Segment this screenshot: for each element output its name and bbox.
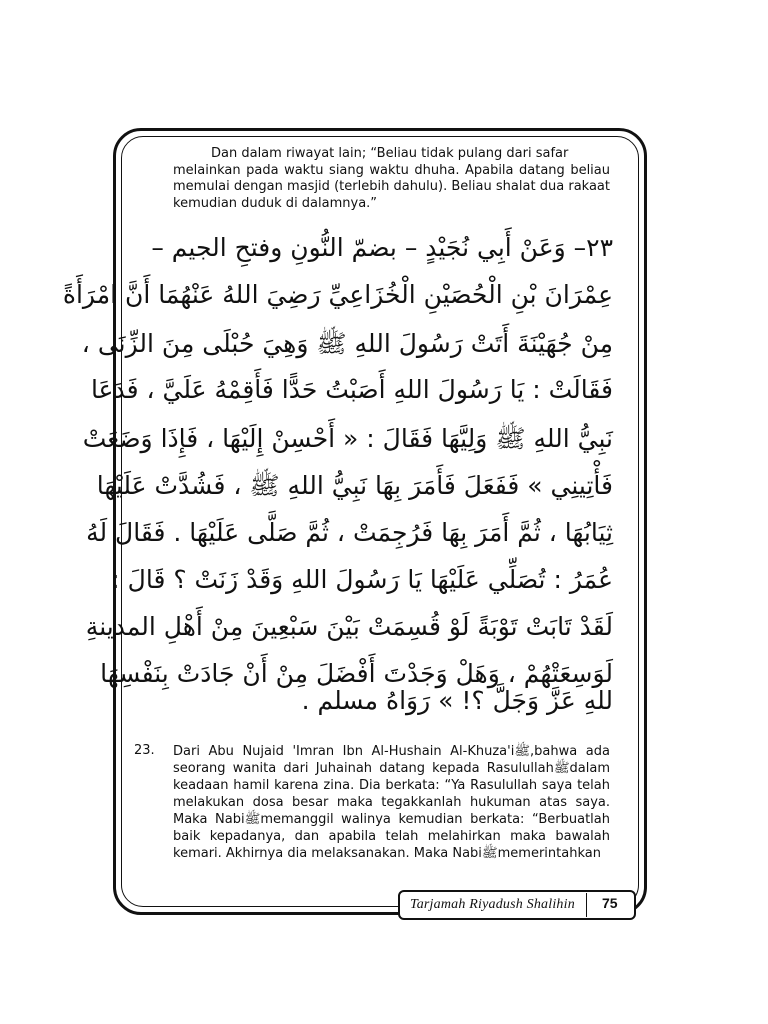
arabic-line: عِمْرَانَ بْنِ الْحُصَيْنِ الْخُزَاعِيِّ رَضِيَ اللهُ عَنْهُمَا أَنَّ امْرَأَةً — [62, 280, 613, 309]
arabic-line-last: للهِ عَزَّ وَجَلَّ ؟! » رَوَاهُ مسلم . — [301, 686, 613, 715]
intro-rest: melainkan pada waktu siang waktu dhuha. Apabila datang beliau memulai dengan masjid (terlebih dahulu). Beliau shalat dua rakaat kemudian duduk di dalamnya.” — [173, 162, 610, 211]
arabic-line: ثِيَابُهَا ، ثُمَّ أَمَرَ بِهَا فَرُجِمَتْ ، ثُمَّ صَلَّى عَلَيْهَا . فَقَالَ لَهُ — [86, 518, 613, 547]
arabic-line: لَوَسِعَتْهُمْ ، وَهَلْ وَجَدْتَ أَفْضَلَ مِنْ أَنْ جَادَتْ بِنَفْسِهَا — [100, 659, 613, 688]
intro-paragraph — [173, 146, 610, 212]
translation-paragraph: Dari Abu Nujaid 'Imran Ibn Al-Hushain Al-Khuza'iﷺ,bahwa ada seorang wanita dari Juhainah datang kepada Rasulullahﷺdalam keadaan hamil karena zina. Dia berkata: “Ya Rasulullah saya telah melakukan dosa besar maka tegakkanlah hukuman atas saya. Maka Nabiﷺmemanggil walinya kemudian berkata: “Berbuatlah baik kepadanya, dan apabila telah melahirkan maka bawalah kemari. Akhirnya dia melaksanakan. Maka Nabiﷺmemerintahkan — [173, 744, 610, 861]
arabic-line: فَأْتِينِي » فَفَعَلَ فَأَمَرَ بِهَا نَبِيُّ اللهِ ﷺ ، فَشُدَّتْ عَلَيْهَا — [96, 471, 613, 500]
footer-divider — [586, 893, 587, 917]
arabic-line: ٢٣– وَعَنْ أَبِي نُجَيْدٍ – بضمّ النُّونِ وفتحِ الجيم – — [151, 233, 613, 262]
arabic-line: مِنْ جُهَيْنَةَ أَتَتْ رَسُولَ اللهِ ﷺ وَهِيَ حُبْلَى مِنَ الزِّنَى ، — [81, 329, 613, 358]
book-title: Tarjamah Riyadush Shalihin — [410, 897, 575, 912]
hadith-number: 23. — [134, 743, 155, 758]
intro-first-line: Dan dalam riwayat lain; “Beliau tidak pulang dari safar — [211, 146, 569, 161]
arabic-line: لَقَدْ تَابَتْ تَوْبَةً لَوْ قُسِمَتْ بَيْنَ سَبْعِينَ مِنْ أَهْلِ المدينةِ — [85, 612, 613, 641]
arabic-line: فَقَالَتْ : يَا رَسُولَ اللهِ أَصَبْتُ حَدًّا فَأَقِمْهُ عَلَيَّ ، فَدَعَا — [90, 375, 613, 404]
arabic-line: نَبِيُّ اللهِ ﷺ وَلِيَّهَا فَقَالَ : « أَحْسِنْ إِلَيْهَا ، فَإِذَا وَضَعَتْ — [82, 424, 613, 453]
page-number: 75 — [602, 895, 618, 911]
arabic-line: عُمَرُ : تُصَلِّي عَلَيْهَا يَا رَسُولَ اللهِ وَقَدْ زَنَتْ ؟ قَالَ : — [111, 565, 613, 594]
